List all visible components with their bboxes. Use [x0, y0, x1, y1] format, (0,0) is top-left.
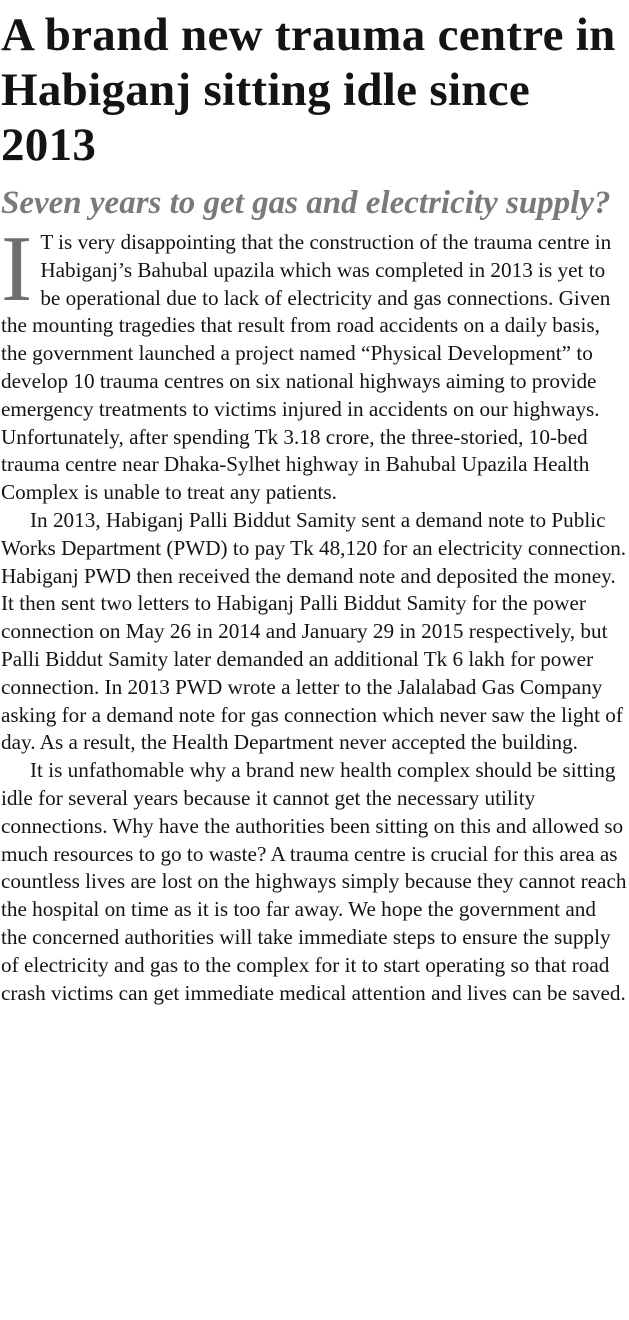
editorial-article: [1, 8, 627, 1007]
drop-cap: I: [1, 217, 33, 321]
paragraph-3: It is unfathomable why a brand new health complex should be sitting idle for several years because it cannot get the necessary utility connections. Why have the authorities been sitting on this and allowed so much resources to go to waste? A trauma centre is crucial for this area as countless lives are lost on the highways simply because they cannot reach the hospital on time as it is too far away. We hope the government and the concerned authorities will take immediate steps to ensure the supply of electricity and gas to the complex for it to start operating so that road crash victims can get immediate medical attention and lives can be saved.: [1, 758, 627, 1005]
article-headline: A brand new trauma centre in Habiganj sitting idle since 2013: [1, 9, 616, 171]
article-subheadline: Seven years to get gas and electricity supply?: [1, 185, 611, 221]
article-body: [1, 217, 627, 1007]
paragraph-1: [1, 217, 627, 507]
paragraph-1-text: T is very disappointing that the construction of the trauma centre in Habiganj’s Bahubal upazila which was completed in 2013 is yet to be operational due to lack of electricity and gas connections. Given the mounting tragedies that result from road accidents on a daily basis, the government launched a project named “Physical Development” to develop 10 trauma centres on six national highways aiming to provide emergency treatments to victims injured in accidents on our highways. Unfortunately, after spending Tk 3.18 crore, the three-storied, 10-bed trauma centre near Dhaka-Sylhet highway in Bahubal Upazila Health Complex is unable to treat any patients.: [1, 230, 612, 505]
paragraph-2: In 2013, Habiganj Palli Biddut Samity sent a demand note to Public Works Department (PWD) to pay Tk 48,120 for an electricity connection. Habiganj PWD then received the demand note and deposited the money. It then sent two letters to Habiganj Palli Biddut Samity for the power connection on May 26 in 2014 and January 29 in 2015 respectively, but Palli Biddut Samity later demanded an additional Tk 6 lakh for power connection. In 2013 PWD wrote a letter to the Jalalabad Gas Company asking for a demand note for gas connection which never saw the light of day. As a result, the Health Department never accepted the building.: [1, 507, 627, 755]
